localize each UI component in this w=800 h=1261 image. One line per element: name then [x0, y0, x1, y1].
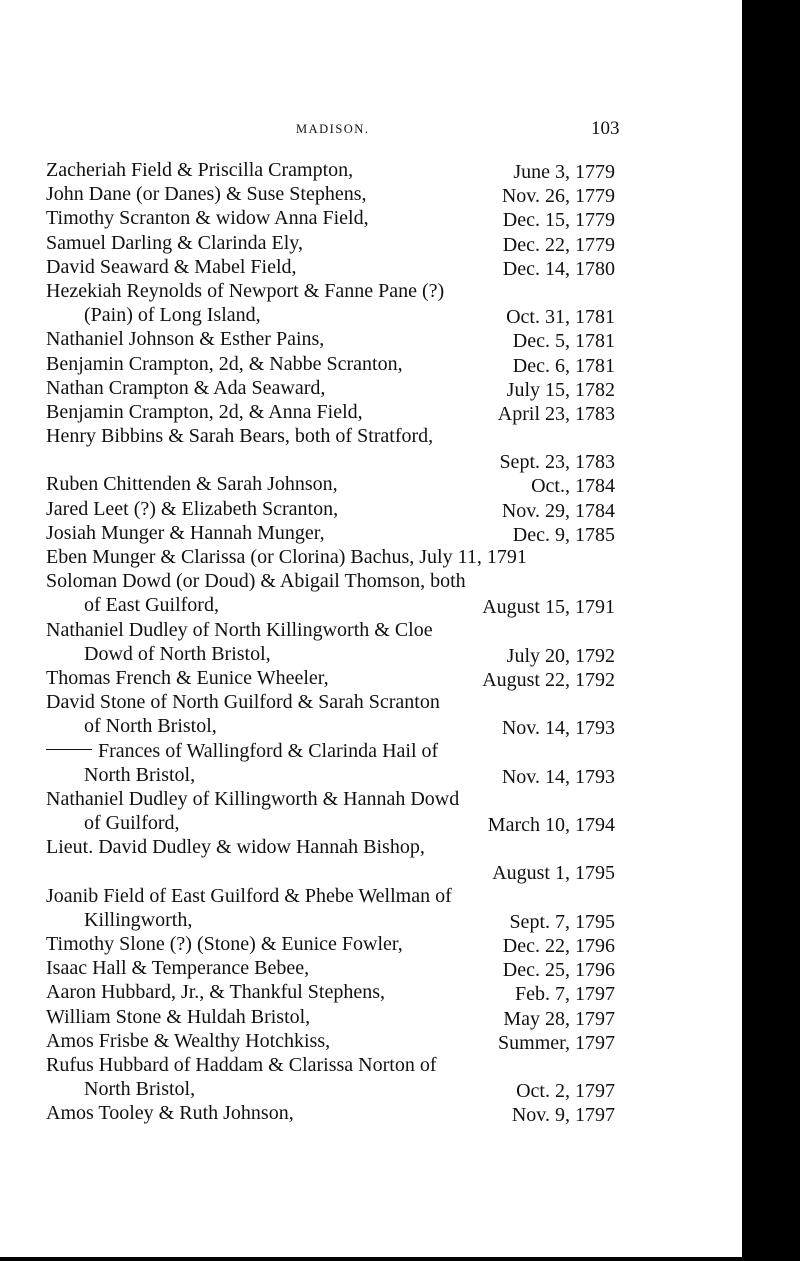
marriage-date: Nov. 14, 1793 — [501, 765, 615, 788]
marriage-entry — [0, 569, 742, 617]
entry-line — [0, 352, 742, 376]
entry-line — [0, 1101, 742, 1125]
entry-line — [0, 690, 742, 714]
marriage-entry — [0, 980, 742, 1004]
couple-names: Dowd of North Bristol, — [84, 642, 271, 665]
marriage-record-list — [0, 158, 742, 1126]
entry-line — [0, 255, 742, 279]
entry-line — [0, 835, 742, 859]
marriage-entry — [0, 327, 742, 351]
marriage-entry — [0, 1005, 742, 1029]
marriage-entry — [0, 1053, 742, 1101]
marriage-date: August 1, 1795 — [492, 862, 615, 885]
marriage-date: Sept. 23, 1783 — [499, 451, 615, 474]
entry-continuation-line — [0, 811, 742, 835]
entry-line — [0, 1053, 742, 1077]
marriage-entry — [0, 255, 742, 279]
couple-names: Hezekiah Reynolds of Newport & Fanne Pane (?) — [46, 279, 445, 302]
couple-names: Aaron Hubbard, Jr., & Thankful Stephens, — [46, 981, 386, 1004]
couple-names: Nathan Crampton & Ada Seaward, — [46, 376, 326, 399]
entry-line — [0, 666, 742, 690]
couple-names: Soloman Dowd (or Doud) & Abigail Thomson, both — [46, 570, 466, 593]
entry-continuation-line — [0, 642, 742, 666]
couple-names: of Guilford, — [84, 812, 180, 835]
entry-line — [0, 932, 742, 956]
entry-line — [0, 400, 742, 424]
couple-names: Timothy Scranton & widow Anna Field, — [46, 207, 369, 230]
marriage-entry — [0, 1029, 742, 1053]
marriage-entry — [0, 932, 742, 956]
couple-names: David Stone of North Guilford & Sarah Scranton — [46, 691, 440, 714]
entry-continuation-line — [0, 714, 742, 738]
couple-names: Frances of Wallingford & Clarinda Hail of — [98, 739, 439, 762]
marriage-entry — [0, 545, 742, 569]
marriage-date: Dec. 25, 1796 — [502, 959, 615, 982]
running-title: MADISON. — [296, 122, 370, 136]
couple-names: Nathaniel Dudley of Killingworth & Hannah Dowd — [46, 787, 460, 810]
couple-names: Zacheriah Field & Priscilla Crampton, — [46, 159, 354, 181]
marriage-entry — [0, 1101, 742, 1125]
marriage-entry — [0, 666, 742, 690]
entry-line — [0, 956, 742, 980]
marriage-entry — [0, 618, 742, 666]
marriage-date: March 10, 1794 — [487, 814, 615, 837]
marriage-date: Oct. 2, 1797 — [516, 1080, 615, 1103]
couple-names: Benjamin Crampton, 2d, & Nabbe Scranton, — [46, 352, 403, 375]
entry-line — [0, 884, 742, 908]
couple-names: Timothy Slone (?) (Stone) & Eunice Fowler, — [46, 933, 403, 955]
marriage-entry — [0, 835, 742, 883]
marriage-date: June 3, 1779 — [513, 161, 615, 183]
couple-names: Isaac Hall & Temperance Bebee, — [46, 957, 310, 980]
marriage-entry — [0, 376, 742, 400]
entry-line — [0, 1005, 742, 1029]
marriage-date: Dec. 9, 1785 — [512, 523, 615, 546]
couple-names: of East Guilford, — [84, 594, 219, 617]
marriage-date: Oct. 31, 1781 — [506, 306, 615, 329]
marriage-date: August 22, 1792 — [482, 668, 615, 691]
entry-line — [0, 206, 742, 230]
couple-names: John Dane (or Danes) & Suse Stephens, — [46, 183, 367, 206]
marriage-entry — [0, 231, 742, 255]
couple-names: Benjamin Crampton, 2d, & Anna Field, — [46, 400, 363, 423]
entry-line — [0, 1029, 742, 1053]
entry-line — [0, 231, 742, 255]
couple-names: (Pain) of Long Island, — [84, 304, 261, 327]
entry-line — [0, 739, 742, 763]
marriage-entry — [0, 279, 742, 327]
page-header — [0, 118, 742, 148]
couple-names: William Stone & Huldah Bristol, — [46, 1005, 311, 1028]
entry-continuation-line — [0, 763, 742, 787]
marriage-date: Nov. 14, 1793 — [501, 717, 615, 740]
entry-line — [0, 424, 742, 448]
entry-line — [0, 182, 742, 206]
couple-names: North Bristol, — [84, 763, 196, 786]
entry-line — [0, 158, 742, 182]
entry-continuation-line — [0, 303, 742, 327]
entry-line — [0, 279, 742, 303]
marriage-entry — [0, 206, 742, 230]
couple-names: Rufus Hubbard of Haddam & Clarissa Norton of — [46, 1053, 437, 1076]
entry-line — [0, 618, 742, 642]
marriage-date: July 20, 1792 — [506, 644, 615, 667]
marriage-date: Feb. 7, 1797 — [515, 983, 615, 1006]
marriage-date: Dec. 14, 1780 — [502, 257, 615, 280]
marriage-entry — [0, 400, 742, 424]
marriage-date: Sept. 7, 1795 — [509, 910, 615, 933]
marriage-entry — [0, 690, 742, 738]
marriage-date: Nov. 29, 1784 — [501, 499, 615, 522]
marriage-entry — [0, 787, 742, 835]
marriage-entry — [0, 884, 742, 932]
couple-names: Lieut. David Dudley & widow Hannah Bishop, — [46, 836, 425, 859]
marriage-entry — [0, 956, 742, 980]
couple-names: Thomas French & Eunice Wheeler, — [46, 666, 329, 689]
page-number: 103 — [591, 118, 620, 139]
marriage-entry — [0, 158, 742, 182]
marriage-entry — [0, 424, 742, 472]
marriage-date: Oct., 1784 — [531, 475, 615, 498]
marriage-date: May 28, 1797 — [503, 1007, 615, 1030]
couple-names: Nathaniel Johnson & Esther Pains, — [46, 328, 325, 351]
entry-line — [0, 521, 742, 545]
couple-names: North Bristol, — [84, 1078, 196, 1101]
marriage-entry — [0, 352, 742, 376]
marriage-entry — [0, 472, 742, 496]
couple-names: Samuel Darling & Clarinda Ely, — [46, 231, 303, 254]
couple-names: of North Bristol, — [84, 715, 217, 738]
couple-names: Killingworth, — [84, 908, 193, 931]
entry-line — [0, 472, 742, 496]
couple-names: Ruben Chittenden & Sarah Johnson, — [46, 473, 338, 496]
couple-names: David Seaward & Mabel Field, — [46, 255, 297, 278]
couple-names: Henry Bibbins & Sarah Bears, both of Stratford, — [46, 425, 434, 448]
marriage-date: Dec. 15, 1779 — [502, 209, 615, 232]
couple-names: Nathaniel Dudley of North Killingworth & Cloe — [46, 618, 433, 641]
entry-line — [0, 376, 742, 400]
marriage-entry — [0, 182, 742, 206]
marriage-date: Dec. 22, 1796 — [502, 935, 615, 957]
entry-line — [0, 787, 742, 811]
entry-continuation-line — [0, 1077, 742, 1101]
marriage-date: Dec. 5, 1781 — [512, 330, 615, 353]
entry-line — [0, 980, 742, 1004]
marriage-date: Summer, 1797 — [498, 1031, 615, 1054]
couple-names: Joanib Field of East Guilford & Phebe Wellman of — [46, 884, 452, 907]
entry-continuation-line — [0, 859, 742, 883]
entry-continuation-line — [0, 908, 742, 932]
couple-names: Amos Tooley & Ruth Johnson, — [46, 1102, 294, 1125]
entry-continuation-line — [0, 593, 742, 617]
marriage-entry — [0, 521, 742, 545]
marriage-date: April 23, 1783 — [497, 402, 615, 425]
marriage-date: Dec. 22, 1779 — [502, 233, 615, 256]
marriage-date: Nov. 9, 1797 — [511, 1104, 615, 1127]
entry-line — [0, 545, 742, 569]
couple-names: Jared Leet (?) & Elizabeth Scranton, — [46, 497, 339, 520]
marriage-entry — [0, 497, 742, 521]
entry-continuation-line — [0, 448, 742, 472]
ditto-dash — [46, 749, 92, 750]
marriage-date: Dec. 6, 1781 — [512, 354, 615, 377]
couple-names: Josiah Munger & Hannah Munger, — [46, 521, 325, 544]
entry-line — [0, 497, 742, 521]
entry-line — [0, 569, 742, 593]
marriage-date: July 15, 1782 — [506, 378, 615, 401]
marriage-entry — [0, 739, 742, 787]
couple-names: Eben Munger & Clarissa (or Clorina) Bachus, July 11, 1791 — [46, 546, 527, 568]
marriage-date: August 15, 1791 — [482, 596, 615, 619]
couple-names: Amos Frisbe & Wealthy Hotchkiss, — [46, 1029, 331, 1052]
marriage-date: Nov. 26, 1779 — [501, 185, 615, 208]
entry-line — [0, 327, 742, 351]
